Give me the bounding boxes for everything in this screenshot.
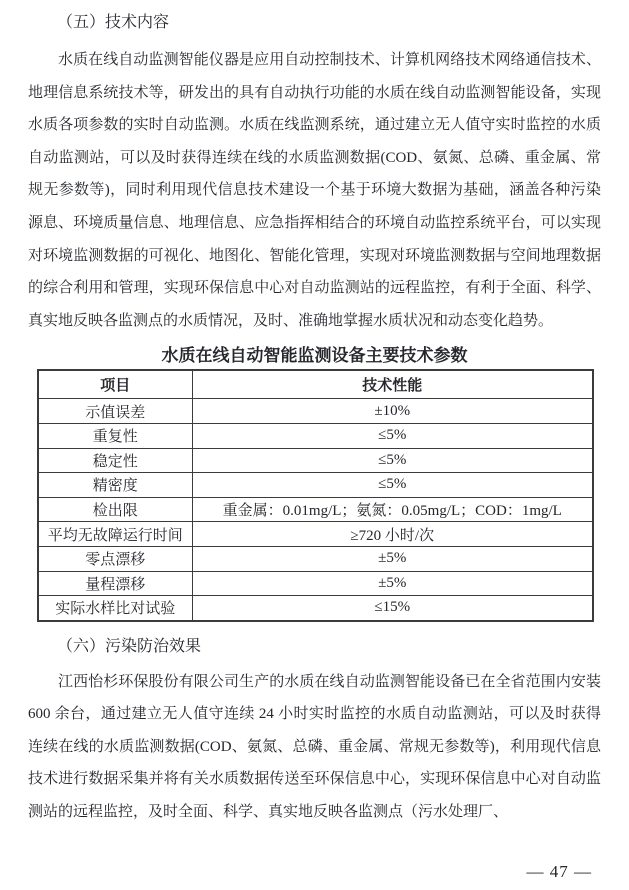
item-cell: 检出限 bbox=[38, 497, 192, 522]
paragraph-pollution-effect: 江西怡杉环保股份有限公司生产的水质在线自动监测智能设备已在全省范围内安装 600 余台，通过建立无人值守连续 24 小时实时监控的水质自动监测站，可以及时获得连续在线的水质监测数据(COD、氨氮、总磷、重金属、常规无参数等)，利用现代信息技术进行数据采集并将有关水质数据传送至环保信息中心，实现环保信息中心对自动监测站的远程监控，及时全面、科学、真实地反映各监测点（污水处理厂、 bbox=[28, 673, 601, 821]
performance-cell: 重金属：0.01mg/L；氨氮：0.05mg/L；COD：1mg/L bbox=[192, 497, 593, 522]
performance-cell: ≥720 小时/次 bbox=[192, 522, 593, 547]
performance-cell: ≤5% bbox=[192, 448, 593, 473]
table-row bbox=[38, 522, 593, 547]
table-header-performance: 技术性能 bbox=[192, 370, 593, 399]
item-cell: 精密度 bbox=[38, 473, 192, 498]
parameters-table bbox=[37, 369, 594, 621]
table-header-item: 项目 bbox=[38, 370, 192, 399]
performance-cell: ±5% bbox=[192, 546, 593, 571]
table-row bbox=[38, 596, 593, 621]
table-row bbox=[38, 473, 593, 498]
item-cell: 平均无故障运行时间 bbox=[38, 522, 192, 547]
item-cell: 零点漂移 bbox=[38, 546, 192, 571]
performance-cell: ≤15% bbox=[192, 596, 593, 621]
table-row bbox=[38, 423, 593, 448]
table-title: 水质在线自动智能监测设备主要技术参数 bbox=[161, 346, 468, 366]
table-row bbox=[38, 448, 593, 473]
table-row bbox=[38, 399, 593, 424]
performance-cell: ≤5% bbox=[192, 423, 593, 448]
performance-cell: ≤5% bbox=[192, 473, 593, 498]
page-number: — 47 — bbox=[526, 862, 592, 881]
item-cell: 量程漂移 bbox=[38, 571, 192, 596]
item-cell: 示值误差 bbox=[38, 399, 192, 424]
paragraph-technical-content: 水质在线自动监测智能仪器是应用自动控制技术、计算机网络技术网络通信技术、地理信息系统技术等，研发出的具有自动执行功能的水质在线自动监测智能设备，实现水质各项参数的实时自动监测。水质在线监测系统，通过建立无人值守实时监控的水质自动监测站，可以及时获得连续在线的水质监测数据(COD、氨氮、总磷、重金属、常规无参数等)，同时利用现代信息技术建设一个基于环境大数据为基础，涵盖各种污染源息、环境质量信息、地理信息、应急指挥相结合的环境自动监控系统平台，可以实现对环境监测数据的可视化、地图化、智能化管理，实现对环境监测数据与空间地理数据的综合利用和管理，实现环保信息中心对自动监测站的远程监控，有利于全面、科学、真实地反映各监测点的水质情况，及时、准确地掌握水质状况和动态变化趋势。 bbox=[28, 52, 601, 329]
item-cell: 重复性 bbox=[38, 423, 192, 448]
section-heading-6: （六）污染防治效果 bbox=[57, 637, 202, 655]
item-cell: 稳定性 bbox=[38, 448, 192, 473]
table-row bbox=[38, 571, 593, 596]
item-cell: 实际水样比对试验 bbox=[38, 596, 192, 621]
section-heading-5: （五）技术内容 bbox=[57, 14, 170, 31]
performance-cell: ±10% bbox=[192, 399, 593, 424]
table-row bbox=[38, 546, 593, 571]
table-body bbox=[38, 399, 593, 621]
table-row bbox=[38, 497, 593, 522]
performance-cell: ±5% bbox=[192, 571, 593, 596]
table-header-row bbox=[38, 370, 593, 399]
